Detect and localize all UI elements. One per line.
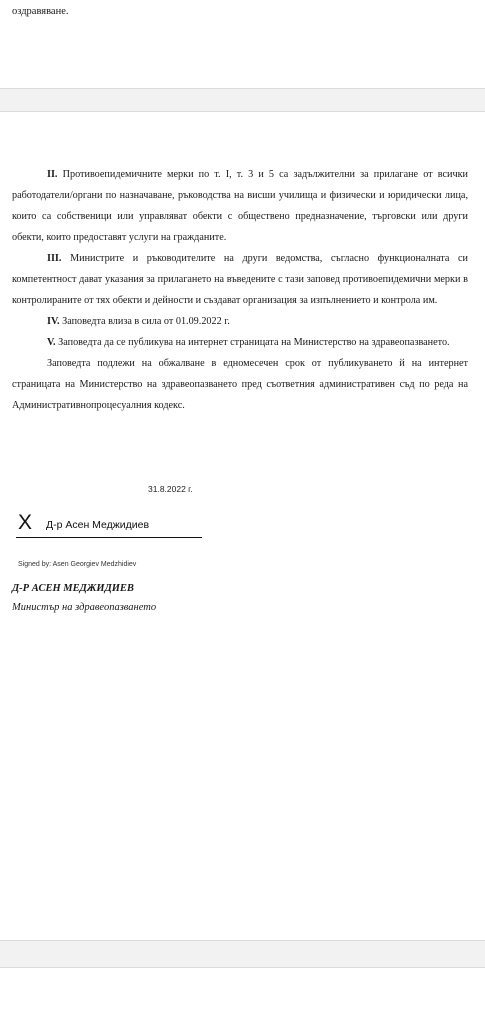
- signed-by-label: Signed by: Asen Georgiev Medzhidiev: [18, 561, 137, 568]
- next-page-fragment: [0, 968, 485, 1024]
- previous-page-fragment: [0, 0, 485, 88]
- document-page: [0, 112, 485, 938]
- order-item-text: Заповедта влиза в сила от 01.09.2022 г.: [62, 316, 230, 327]
- order-item-numeral: II.: [47, 169, 58, 180]
- order-body: [12, 164, 468, 416]
- digital-signature-block: [16, 507, 202, 539]
- order-item-numeral: V.: [47, 337, 56, 348]
- order-item-numeral: IV.: [47, 316, 60, 327]
- official-title: Министър на здравеопазването: [12, 602, 157, 613]
- order-item-5: [12, 332, 468, 353]
- order-item-numeral: III.: [47, 253, 62, 264]
- order-item-text: Заповедта да се публикува на интернет страницата на Министерство на здравеопазването.: [58, 337, 450, 348]
- order-item-text: Противоепидемичните мерки по т. I, т. 3 и 5 са задължителни за прилагане от всички работодатели/органи по назначаване, ръководства на висши училища и физически и юридически лица, които са собственици или управляват обекти с обществено предназначение, търговски или други обекти, които предоставят услуги на гражданите.: [12, 169, 469, 243]
- signature-signer-name: Д-р Асен Меджидиев: [46, 519, 150, 531]
- signature-date: 31.8.2022 г.: [148, 484, 193, 494]
- official-name: Д-Р АСЕН МЕДЖИДИЕВ: [12, 583, 134, 594]
- order-item-2: [12, 164, 468, 248]
- appeal-note: Заповедта подлежи на обжалване в едномесечен срок от публикуването й на интернет страницата на Министерство на здравеопазването пред съответния административен съд по реда на Административнопроцесуалния кодекс.: [12, 358, 468, 411]
- page-separator: [0, 940, 485, 968]
- page-separator: [0, 88, 485, 112]
- order-item-3: [12, 248, 468, 311]
- order-item-text: Министрите и ръководителите на други ведомства, съгласно функционалната си компетентност дават указания за прилагането на въведените с тази заповед противоепидемични мерки в контролираните от тях обекти и дейности и създават организация за изпълнението и контрола им.: [12, 253, 469, 306]
- signature-line: [16, 537, 202, 538]
- order-item-4: [12, 311, 468, 332]
- signature-x-mark: X: [18, 511, 33, 534]
- previous-page-trailing-text: оздравяване.: [12, 6, 69, 17]
